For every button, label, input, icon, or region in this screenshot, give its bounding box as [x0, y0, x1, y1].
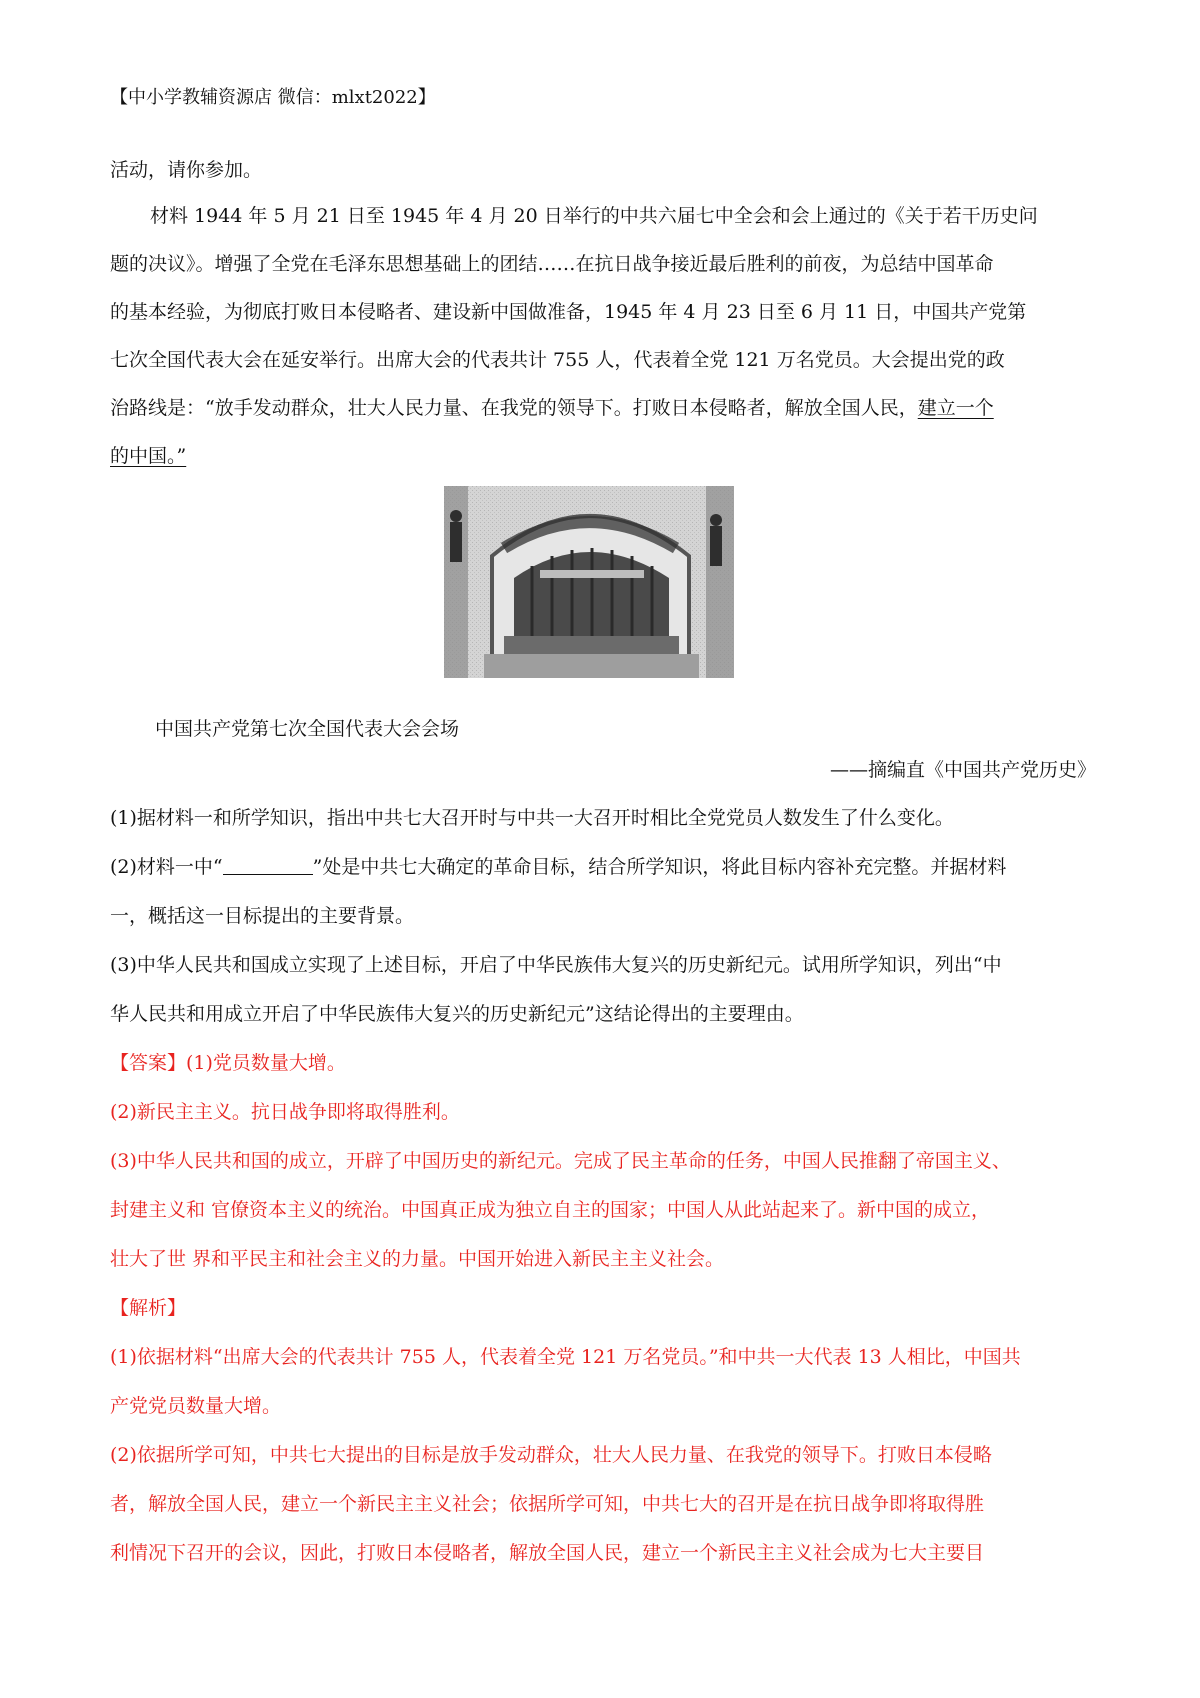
- answer-line-1: [110, 1045, 1100, 1081]
- question-2-part: (2)材料一中“: [110, 856, 223, 878]
- question-2: [110, 849, 1100, 885]
- congress-hall-photo: [444, 486, 734, 678]
- analysis-line: (1)依据材料“出席大会的代表共计 755 人，代表着全党 121 万名党员。”和中共一大代表 13 人相比，中国共: [110, 1346, 1021, 1368]
- analysis-line: 利情况下召开的会议，因此，打败日本侵略者，解放全国人民，建立一个新民主主义社会成为七大主要目: [110, 1542, 985, 1564]
- question-2-part: ”处是中共七大确定的革命目标，结合所学知识，将此目标内容补充完整。并据材料: [312, 856, 1007, 878]
- analysis-section: [110, 1290, 1100, 1584]
- material-line: 题的决议》。增强了全党在毛泽东思想基础上的团结……在抗日战争接近最后胜利的前夜，为总结中国革命: [110, 253, 994, 275]
- question-3: (3)中华人民共和国成立实现了上述目标，开启了中华民族伟大复兴的历史新纪元。试用所学知识，列出“中: [110, 954, 1002, 976]
- material-line: [110, 390, 1100, 426]
- material-line: 七次全国代表大会在延安举行。出席大会的代表共计 755 人，代表着全党 121 万名党员。大会提出党的政: [110, 349, 1005, 371]
- watermark-header: 【中小学教辅资源店 微信：mlxt2022】: [110, 87, 436, 108]
- answer-text: (1)党员数量大增。: [186, 1052, 346, 1074]
- questions-section: [110, 800, 1100, 1045]
- underlined-goal: 建立一个: [917, 397, 994, 419]
- figure-caption: 中国共产党第七次全国代表大会会场: [155, 718, 460, 740]
- answer-blank: [223, 856, 313, 875]
- answer-section: [110, 1045, 1100, 1290]
- material-paragraph: [110, 198, 1100, 474]
- material-line: 活动，请你参加。: [110, 159, 263, 181]
- answer-label: 【答案】: [110, 1052, 187, 1074]
- figure-source: ——摘编直《中国共产党历史》: [829, 759, 1096, 781]
- material-line-part: 治路线是：“放手发动群众，壮大人民力量、在我党的领导下。打败日本侵略者，解放全国人民，: [110, 397, 918, 419]
- answer-line: 封建主义和 官僚资本主义的统治。中国真正成为独立自主的国家；中国人从此站起来了。新中国的成立，: [110, 1199, 991, 1221]
- analysis-line: 者，解放全国人民，建立一个新民主主义社会；依据所学可知，中共七大的召开是在抗日战争即将取得胜: [110, 1493, 985, 1515]
- material-line: 的基本经验，为彻底打败日本侵略者、建设新中国做准备，1945 年 4 月 23 日至 6 月 11 日，中国共产党第: [110, 301, 1027, 323]
- analysis-label: 【解析】: [110, 1297, 187, 1319]
- question-2-cont: 一，概括这一目标提出的主要背景。: [110, 905, 415, 927]
- material-line: 材料 1944 年 5 月 21 日至 1945 年 4 月 20 日举行的中共六届七中全会和会上通过的《关于若干历史问: [150, 205, 1038, 227]
- analysis-line: (2)依据所学可知，中共七大提出的目标是放手发动群众，壮大人民力量、在我党的领导下。打败日本侵略: [110, 1444, 992, 1466]
- material-section: [110, 152, 1100, 188]
- answer-line: 壮大了世 界和平民主和社会主义的力量。中国开始进入新民主主义社会。: [110, 1248, 725, 1270]
- answer-line: (2)新民主主义。抗日战争即将取得胜利。: [110, 1101, 460, 1123]
- question-1: (1)据材料一和所学知识，指出中共七大召开时与中共一大召开时相比全党党员人数发生了什么变化。: [110, 807, 954, 829]
- congress-hall-image: [444, 486, 734, 678]
- figure-source-block: [110, 752, 1100, 788]
- answer-line: (3)中华人民共和国的成立，开辟了中国历史的新纪元。完成了民主革命的任务，中国人民推翻了帝国主义、: [110, 1150, 1011, 1172]
- material-line-underlined: 的中国。”: [110, 445, 187, 467]
- analysis-line: 产党党员数量大增。: [110, 1395, 282, 1417]
- question-3-cont: 华人民共和用成立开启了中华民族伟大复兴的历史新纪元”这结论得出的主要理由。: [110, 1003, 804, 1025]
